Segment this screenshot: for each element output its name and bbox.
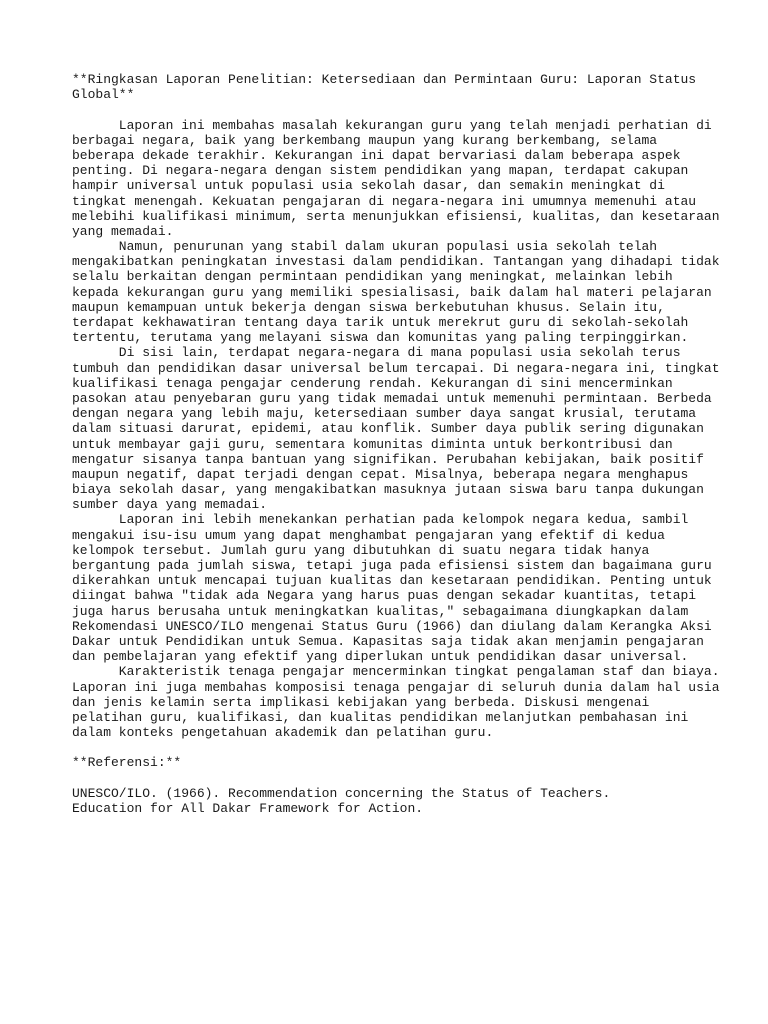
text-line: dan pembelajaran yang efektif yang diperlukan untuk pendidikan dasar universal. [72, 649, 689, 665]
text-line: pasokan atau penyebaran guru yang tidak memadai untuk memenuhi permintaan. Berbeda [72, 390, 712, 406]
document-page [72, 72, 720, 816]
text-line: Laporan ini juga membahas komposisi tenaga pengajar di seluruh dunia dalam hal usia [72, 679, 720, 695]
title-line: Global** [72, 87, 135, 103]
text-line: kepada kekurangan guru yang memiliki spesialisasi, baik dalam hal materi pelajaran [72, 284, 712, 300]
title-line: **Ringkasan Laporan Penelitian: Ketersediaan dan Permintaan Guru: Laporan Status [72, 72, 697, 87]
text-line: dalam konteks pengetahuan akademik dan pelatihan guru. [72, 725, 494, 741]
text-line: kelompok tersebut. Jumlah guru yang dibutuhkan di suatu negara tidak hanya [72, 542, 650, 558]
text-line: Karakteristik tenaga pengajar mencerminkan tingkat pengalaman staf dan biaya. [72, 664, 720, 680]
text-line: mengakibatkan peningkatan investasi dalam pendidikan. Tantangan yang dihadapi tidak [72, 254, 720, 270]
text-line: Laporan ini membahas masalah kekurangan guru yang telah menjadi perhatian di [72, 117, 712, 133]
text-line: mengakui isu-isu umum yang dapat menghambat pengajaran yang efektif di kedua [72, 527, 665, 543]
reference-item: UNESCO/ILO. (1966). Recommendation concerning the Status of Teachers. [72, 785, 611, 801]
text-line: sumber daya yang memadai. [72, 497, 268, 513]
text-line: melebihi kualifikasi minimum, serta menunjukkan efisiensi, kualitas, dan kesetaraan [72, 208, 720, 224]
paragraph-2 [72, 239, 720, 346]
text-line: mengatur sisanya tanpa bantuan yang signifikan. Perubahan kebijakan, baik positif [72, 451, 704, 467]
document-title [72, 72, 712, 102]
paragraph-4 [72, 512, 712, 664]
blank-line [72, 771, 712, 786]
text-line: Namun, penurunan yang stabil dalam ukuran populasi usia sekolah telah [72, 239, 658, 255]
text-line: selalu berkaitan dengan permintaan pendidikan yang meningkat, melainkan lebih [72, 269, 673, 285]
text-line: yang memadai. [72, 223, 174, 239]
reference-item: Education for All Dakar Framework for Action. [72, 801, 424, 816]
text-line: berbagai negara, baik yang berkembang maupun yang kurang berkembang, selama [72, 132, 658, 148]
text-line: tumbuh dan pendidikan dasar universal belum tercapai. Di negara-negara ini, tingkat [72, 360, 720, 376]
text-line: biaya sekolah dasar, yang mengakibatkan masuknya jutaan siswa baru tanpa dukungan [72, 482, 704, 498]
text-line: juga harus berusaha untuk meningkatkan kualitas," sebagaimana diungkapkan dalam [72, 603, 689, 619]
text-line: maupun kemampuan untuk bekerja dengan siswa berkebutuhan khusus. Selain itu, [72, 299, 665, 315]
text-line: pelatihan guru, kualifikasi, dan kualitas pendidikan melanjutkan pembahasan ini [72, 709, 689, 725]
text-line: hampir universal untuk populasi usia sekolah dasar, dan semakin meningkat di [72, 178, 665, 194]
text-line: untuk membayar gaji guru, sementara komunitas diminta untuk berkontribusi dan [72, 436, 673, 452]
text-line: kualifikasi tenaga pengajar cenderung rendah. Kekurangan di sini mencerminkan [72, 375, 673, 391]
references-section [72, 755, 712, 816]
text-line: penting. Di negara-negara dengan sistem pendidikan yang mapan, terdapat cakupan [72, 163, 689, 179]
text-line: maupun negatif, dapat terjadi dengan cepat. Misalnya, beberapa negara menghapus [72, 466, 689, 482]
document-body [72, 117, 720, 741]
text-line: beberapa dekade terakhir. Kekurangan ini dapat bervariasi dalam beberapa aspek [72, 147, 681, 163]
paragraph-3 [72, 345, 720, 513]
text-line: diingat bahwa "tidak ada Negara yang harus puas dengan sekadar kuantitas, tetapi [72, 588, 697, 604]
text-line: Laporan ini lebih menekankan perhatian pada kelompok negara kedua, sambil [72, 512, 689, 528]
text-line: dalam situasi darurat, epidemi, atau konflik. Sumber daya publik sering digunakan [72, 421, 704, 437]
text-line: Rekomendasi UNESCO/ILO mengenai Status Guru (1966) dan diulang dalam Kerangka Aksi [72, 618, 712, 634]
text-line: tingkat menengah. Kekuatan pengajaran di negara-negara ini umumnya memenuhi atau [72, 193, 697, 209]
text-line: bergantung pada jumlah siswa, tetapi juga pada efisiensi sistem dan bagaimana guru [72, 558, 712, 573]
references-heading: **Referensi:** [72, 755, 182, 771]
paragraph-1 [72, 117, 720, 240]
text-line: dikerahkan untuk mencapai tujuan kualitas dan kesetaraan pendidikan. Penting untuk [72, 573, 712, 589]
text-line: dan jenis kelamin serta implikasi kebijakan yang berbeda. Diskusi mengenai [72, 694, 650, 710]
text-line: terdapat kekhawatiran tentang daya tarik untuk merekrut guru di sekolah-sekolah [72, 315, 689, 330]
text-line: Dakar untuk Pendidikan untuk Semua. Kapasitas saja tidak akan menjamin pengajaran [72, 633, 704, 649]
text-line: Di sisi lain, terdapat negara-negara di mana populasi usia sekolah terus [72, 345, 681, 361]
text-line: dengan negara yang lebih maju, ketersediaan sumber daya sangat krusial, terutama [72, 406, 697, 422]
text-line: tertentu, terutama yang melayani siswa dan komunitas yang paling terpinggirkan. [72, 330, 689, 346]
blank-line [72, 102, 712, 117]
blank-line [72, 740, 712, 755]
paragraph-5 [72, 664, 720, 741]
